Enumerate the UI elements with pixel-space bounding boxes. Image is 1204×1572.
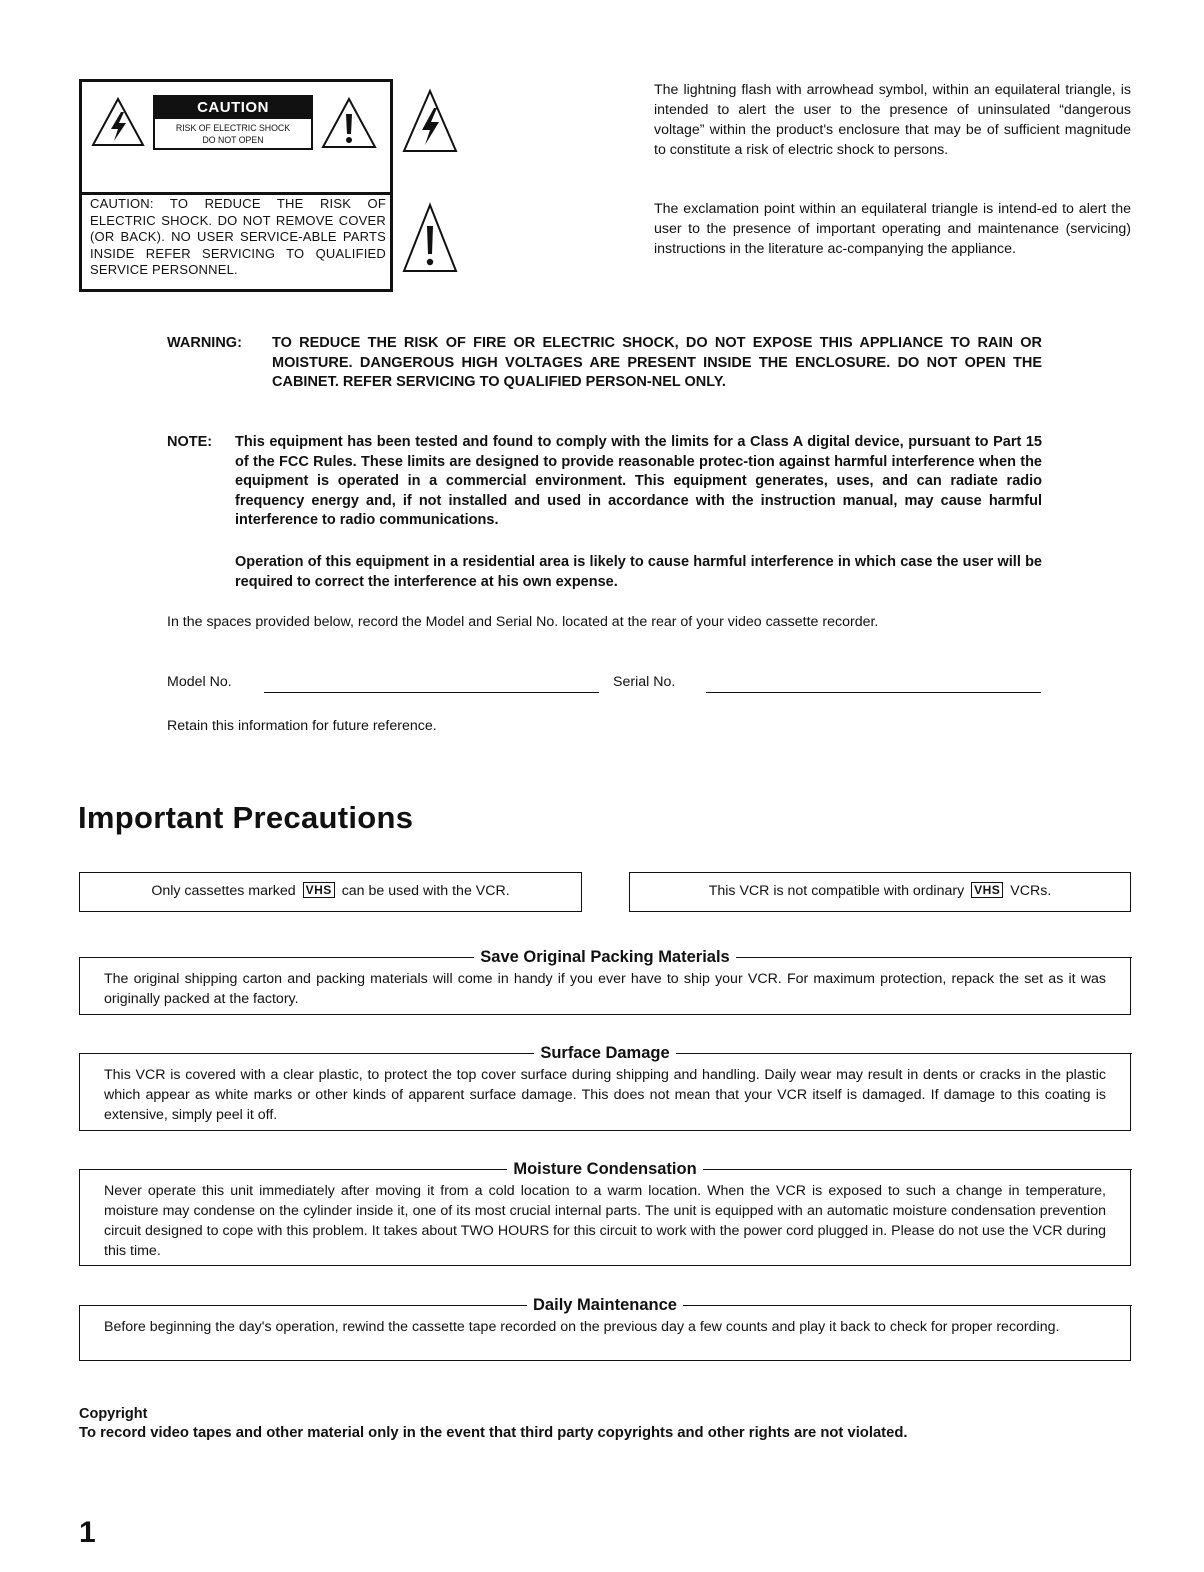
serial-no-label: Serial No. — [613, 674, 676, 690]
section-daily-maintenance — [79, 1295, 1131, 1361]
caution-badge — [153, 95, 313, 150]
section-packing-materials — [79, 947, 1131, 1015]
caution-badge-line2: DO NOT OPEN — [202, 135, 264, 146]
copyright-text: To record video tapes and other material only in the event that third party copyrights and other rights are not violated. — [79, 1425, 908, 1441]
caution-text: CAUTION: TO REDUCE THE RISK OF ELECTRIC SHOCK. DO NOT REMOVE COVER (OR BACK). NO USER SERVICE-ABLE PARTS INSIDE REFER SERVICING TO QUALIFIED SERVICE PERSONNEL. — [90, 196, 386, 277]
section-body: This VCR is covered with a clear plastic, to protect the top cover surface during shipping and handling. Daily wear may result in dents or cracks in the plastic which appear as white marks or other kinds of apparent surface damage. This does not mean that your VCR itself is damaged. If damage to this coating is extensive, simply peel it off. — [104, 1067, 1106, 1123]
caution-badge-line1: RISK OF ELECTRIC SHOCK — [175, 123, 291, 134]
retain-note: Retain this information for future reference. — [167, 718, 437, 734]
serial-no-field[interactable] — [706, 692, 1041, 693]
section-title: Moisture Condensation — [507, 1160, 702, 1179]
note-paragraph-2: Operation of this equipment in a residential area is likely to cause harmful interference in which case the user will be required to correct the interference at his own expense. — [235, 554, 1042, 590]
lightning-symbol-icon — [402, 88, 458, 154]
caution-badge-title: CAUTION — [155, 97, 311, 119]
lightning-warning-icon — [90, 96, 146, 148]
record-instruction: In the spaces provided below, record the Model and Serial No. located at the rear of your video cassette recorder. — [167, 614, 879, 630]
vhs-incompatible-text-after: VCRs. — [1010, 883, 1052, 899]
section-title: Daily Maintenance — [527, 1296, 683, 1315]
section-body: Before beginning the day's operation, rewind the cassette tape recorded on the previous day a few counts and play it back to check for proper recording. — [104, 1319, 1060, 1335]
caution-label — [79, 79, 393, 292]
model-no-label: Model No. — [167, 674, 232, 690]
section-body: The original shipping carton and packing materials will come in handy if you ever have to ship your VCR. For maximum protection, repack the set as it was originally packed at the factory. — [104, 971, 1106, 1007]
section-title: Surface Damage — [534, 1044, 675, 1063]
lightning-symbol-description: The lightning flash with arrowhead symbol, within an equilateral triangle, is intended to alert the user to the presence of uninsulated “dangerous voltage” within the product's enclosure that may be of sufficient magnitude to constitute a risk of electric shock to persons. — [654, 82, 1131, 158]
warning-text: TO REDUCE THE RISK OF FIRE OR ELECTRIC SHOCK, DO NOT EXPOSE THIS APPLIANCE TO RAIN OR MOISTURE. DANGEROUS HIGH VOLTAGES ARE PRESENT INSIDE THE ENCLOSURE. DO NOT OPEN THE CABINET. REFER SERVICING TO QUALIFIED PERSON-NEL ONLY. — [272, 335, 1042, 390]
exclamation-symbol-icon — [402, 202, 458, 274]
page-number: 1 — [79, 1516, 96, 1549]
model-no-field[interactable] — [264, 692, 599, 693]
section-surface-damage — [79, 1043, 1131, 1131]
vhs-incompatible-box — [629, 872, 1131, 912]
note-paragraph-1: This equipment has been tested and found to comply with the limits for a Class A digital device, pursuant to Part 15 of the FCC Rules. These limits are designed to provide reasonable protec-tion against harmful interference when the equipment is operated in a commercial environment. This equipment generates, uses, and can radiate radio frequency energy and, if not installed and used in accordance with the instruction manual, may cause harmful interference to radio communications. — [235, 434, 1042, 528]
copyright-heading: Copyright — [79, 1406, 148, 1422]
section-body: Never operate this unit immediately after moving it from a cold location to a warm location. When the VCR is exposed to such a change in temperature, moisture may condense on the cylinder inside it, one of its most crucial internal parts. The unit is equipped with an automatic moisture condensation prevention circuit designed to cope with this problem. It takes about TWO HOURS for this circuit to work with the power cord plugged in. Please do not use the VCR during this time. — [104, 1183, 1106, 1259]
exclamation-symbol-description: The exclamation point within an equilateral triangle is intend-ed to alert the user to the presence of important operating and maintenance (servicing) instructions in the literature ac-companying the appliance. — [654, 201, 1131, 257]
vhs-incompatible-text-before: This VCR is not compatible with ordinary — [708, 883, 965, 899]
vhs-logo: VHS — [303, 882, 335, 898]
section-title: Save Original Packing Materials — [474, 948, 735, 967]
section-moisture-condensation — [79, 1159, 1131, 1266]
vhs-logo: VHS — [971, 882, 1003, 898]
vhs-only-box — [79, 872, 582, 912]
caution-label-header — [82, 82, 390, 195]
warning-label: WARNING: — [167, 335, 242, 351]
note-label: NOTE: — [167, 434, 213, 450]
vhs-only-text-before: Only cassettes marked — [151, 883, 296, 899]
exclamation-warning-icon — [320, 96, 378, 150]
vhs-only-text-after: can be used with the VCR. — [341, 883, 510, 899]
page-title: Important Precautions — [78, 800, 414, 835]
